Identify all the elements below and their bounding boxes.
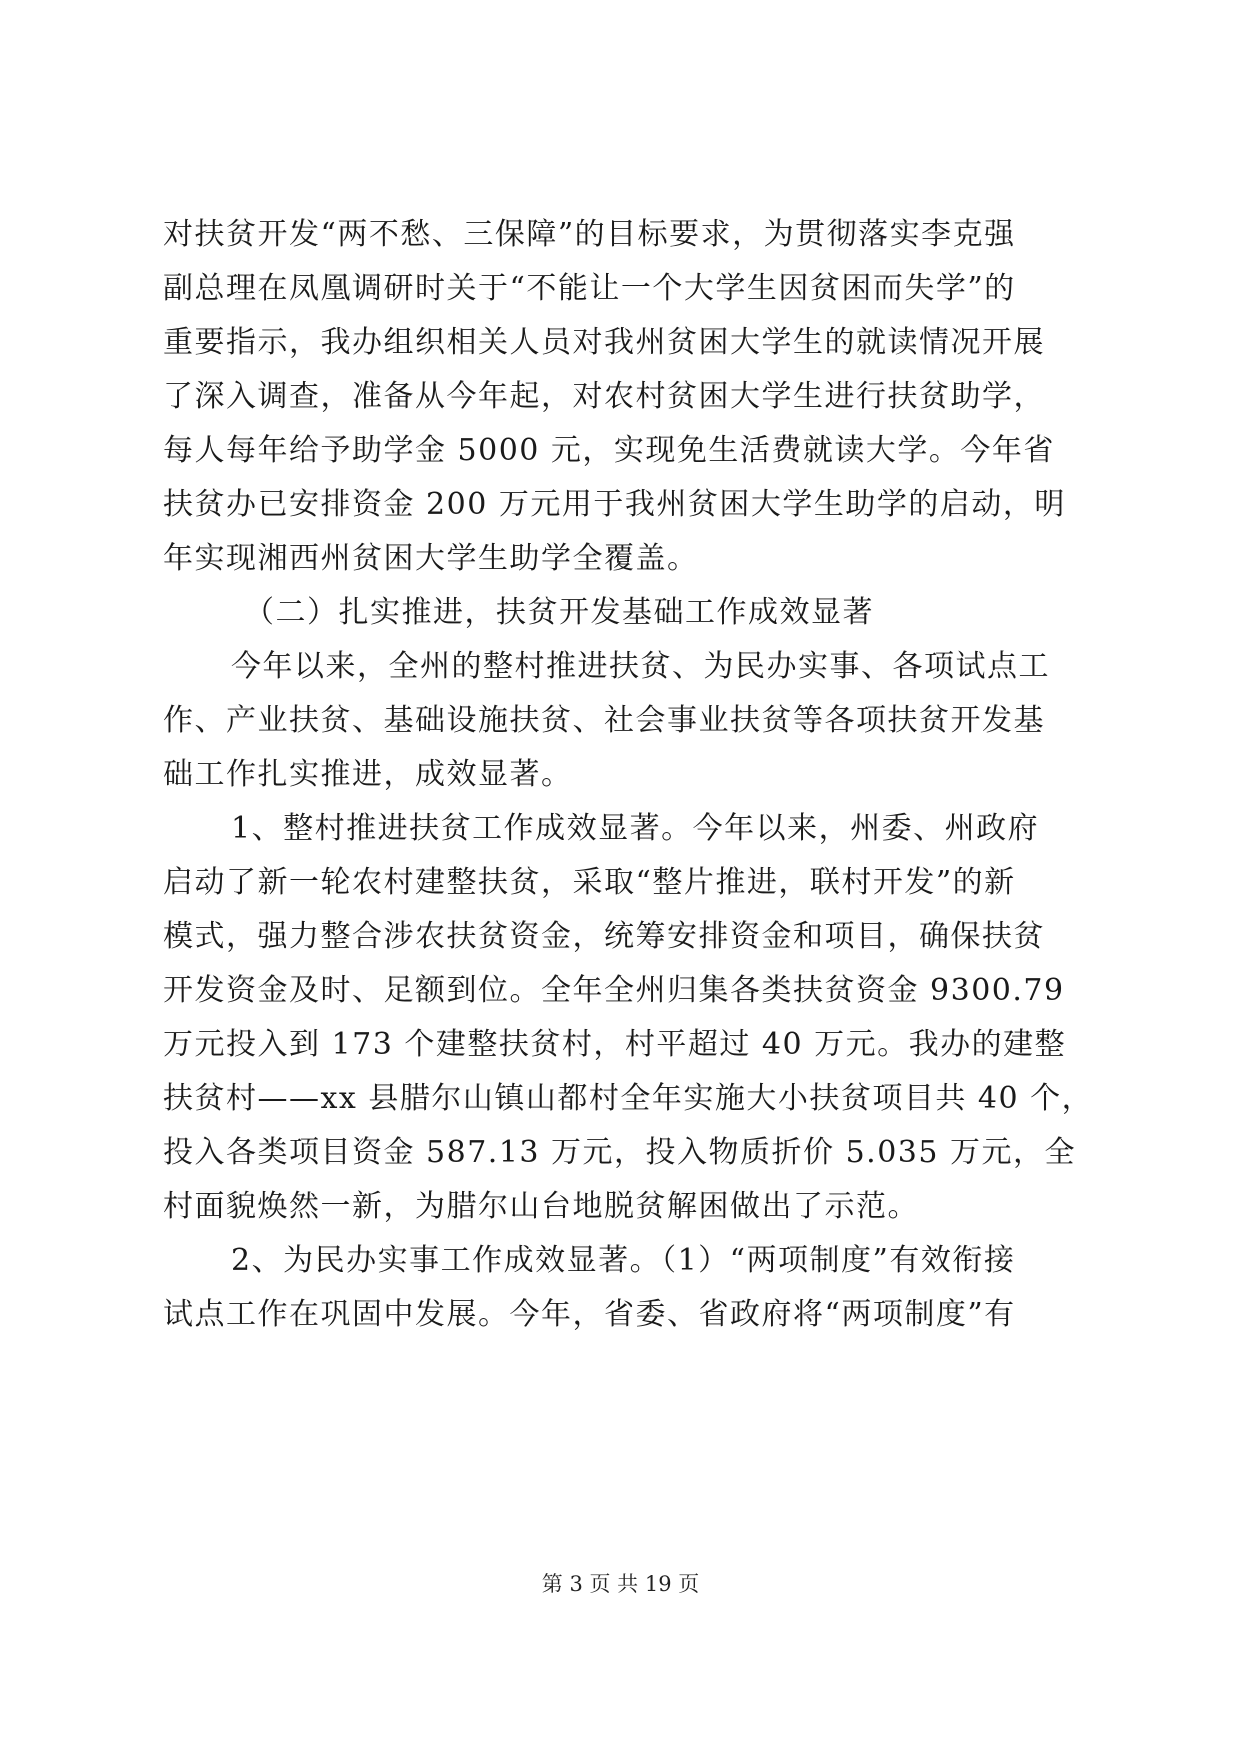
page-footer: 第 3 页 共 19 页 — [541, 1572, 700, 1596]
body-text-line: 副总理在凤凰调研时关于“不能让一个大学生因贫困而失学”的 — [163, 271, 1016, 306]
body-text-line: 启动了新一轮农村建整扶贫，采取“整片推进，联村开发”的新 — [163, 865, 1016, 900]
body-text-line: 年实现湘西州贫困大学生助学全覆盖。 — [163, 541, 699, 576]
body-text-line: 础工作扎实推进，成效显著。 — [163, 757, 573, 792]
body-text-line: 作、产业扶贫、基础设施扶贫、社会事业扶贫等各项扶贫开发基 — [163, 703, 1045, 738]
body-text-line: 扶贫村——xx 县腊尔山镇山都村全年实施大小扶贫项目共 40 个， — [163, 1081, 1094, 1116]
body-text-line: 投入各类项目资金 587.13 万元，投入物质折价 5.035 万元，全 — [163, 1135, 1076, 1170]
paragraph-first-line: 今年以来，全州的整村推进扶贫、为民办实事、各项试点工 — [231, 649, 1050, 684]
body-text-line: 试点工作在巩固中发展。今年，省委、省政府将“两项制度”有 — [163, 1297, 1016, 1332]
body-text-line: 万元投入到 173 个建整扶贫村，村平超过 40 万元。我办的建整 — [163, 1027, 1067, 1062]
paragraph-first-line: 1、整村推进扶贫工作成效显著。今年以来，州委、州政府 — [231, 811, 1040, 846]
body-text-line: 模式，强力整合涉农扶贫资金，统筹安排资金和项目，确保扶贫 — [163, 919, 1045, 954]
section-heading: （二）扎实推进，扶贫开发基础工作成效显著 — [244, 595, 874, 630]
body-text-line: 每人每年给予助学金 5000 元，实现免生活费就读大学。今年省 — [163, 433, 1055, 468]
body-text-line: 扶贫办已安排资金 200 万元用于我州贫困大学生助学的启动，明 — [163, 487, 1066, 522]
body-text-line: 了深入调查，准备从今年起，对农村贫困大学生进行扶贫助学， — [163, 379, 1045, 414]
paragraph-first-line: 2、为民办实事工作成效显著。（1）“两项制度”有效衔接 — [231, 1243, 1016, 1278]
body-text-line: 对扶贫开发“两不愁、三保障”的目标要求，为贯彻落实李克强 — [163, 217, 1016, 252]
body-text-line: 开发资金及时、足额到位。全年全州归集各类扶贫资金 9300.79 — [163, 973, 1065, 1008]
body-text-line: 重要指示，我办组织相关人员对我州贫困大学生的就读情况开展 — [163, 325, 1045, 360]
body-text-line: 村面貌焕然一新，为腊尔山台地脱贫解困做出了示范。 — [163, 1189, 919, 1224]
